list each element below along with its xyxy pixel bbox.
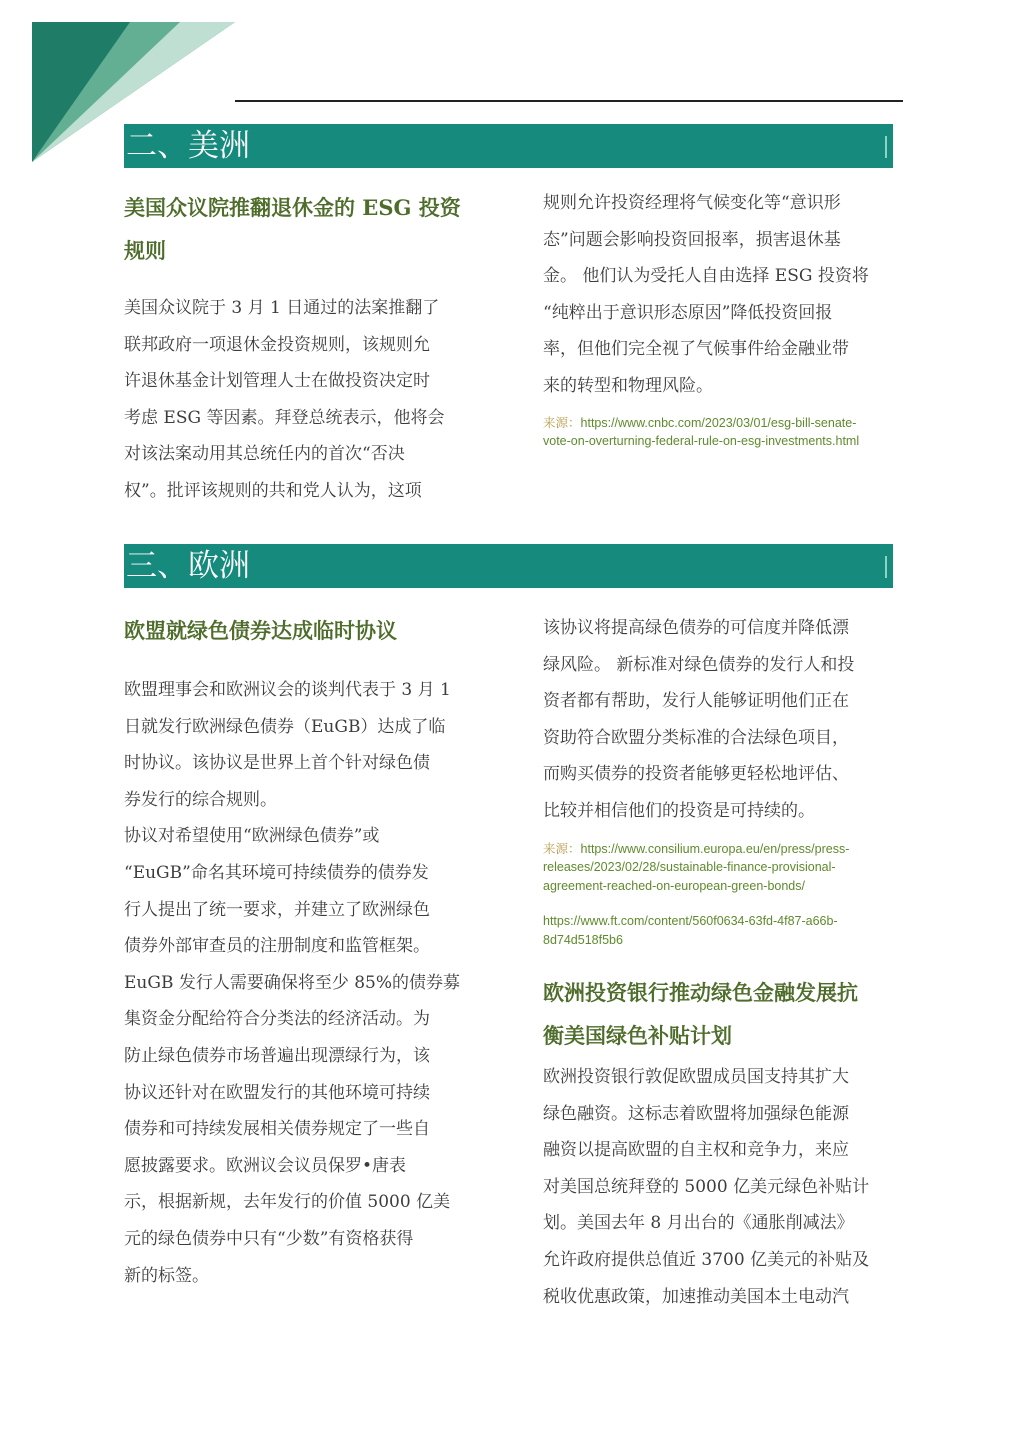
text-line: 允许政府提供总值近 3700 亿美元的补贴及 (543, 1250, 870, 1271)
section-title: 三、欧洲 (126, 548, 250, 584)
text-line: 元的绿色债券中只有“少数”有资格获得 (124, 1228, 414, 1249)
text-line: “EuGB”命名其环境可持续债券的债券发 (124, 862, 429, 883)
text-line: 来的转型和物理风险。 (543, 375, 713, 396)
text-line: EuGB 发行人需要确保将至少 85%的债券募 (124, 972, 461, 993)
text-line: 新的标签。 (124, 1265, 209, 1286)
source-link[interactable]: releases/2023/02/28/sustainable-finance-provisional- (543, 860, 836, 875)
text-line: 美国众议院于 3 月 1 日通过的法案推翻了 (124, 298, 440, 318)
europe-left-column (124, 609, 484, 1294)
heading-line: 衡美国绿色补贴计划 (543, 1023, 732, 1049)
source-link[interactable]: https://www.ft.com/content/560f0634-63fd-4f87-a66b- (543, 914, 838, 929)
source-citation-2 (543, 912, 903, 949)
article-heading (543, 971, 903, 1057)
text-line: 率，但他们完全视了气候事件给金融业带 (543, 339, 849, 360)
text-line: 资者都有帮助，发行人能够证明他们正在 (543, 691, 849, 712)
source-citation (543, 840, 903, 896)
section-title: 二、美洲 (126, 128, 250, 164)
text-line: 债券和可持续发展相关债券规定了一些自 (124, 1119, 430, 1140)
source-label: 来源： (543, 841, 581, 856)
text-line: 集资金分配给符合分类法的经济活动。为 (124, 1009, 430, 1030)
header-rule (235, 100, 903, 102)
source-link[interactable]: agreement-reached-on-european-green-bonds/ (543, 878, 805, 893)
text-line: 态”问题会影响投资回报率，损害退休基 (543, 229, 841, 250)
text-line: 愿披露要求。欧洲议会议员保罗•唐表 (124, 1155, 407, 1176)
text-line: 权”。批评该规则的共和党人认为，这项 (124, 480, 422, 501)
text-line: 券发行的综合规则。 (124, 789, 277, 810)
text-line: 绿风险。 新标准对绿色债券的发行人和投 (543, 654, 855, 675)
text-line: 协议对希望使用“欧洲绿色债券”或 (124, 826, 380, 847)
article-paragraph-continued (543, 610, 903, 830)
europe-right-column (543, 610, 903, 1315)
text-line: 而购买债券的投资者能够更轻松地评估、 (543, 764, 849, 785)
section-banner-americas (124, 124, 893, 168)
text-line: 对该法案动用其总统任内的首次“否决 (124, 444, 405, 465)
text-line: 金。 他们认为受托人自由选择 ESG 投资将 (543, 266, 869, 287)
source-link[interactable]: 8d74d518f5b6 (543, 932, 623, 947)
americas-left-column (124, 186, 484, 510)
text-line: 规则允许投资经理将气候变化等“意识形 (543, 193, 841, 213)
heading-line: 美国众议院推翻退休金的 ESG 投资 (124, 195, 461, 220)
text-line: 资助符合欧盟分类标准的合法绿色项目， (543, 727, 849, 748)
article-heading (124, 186, 484, 272)
text-line: 融资以提高欧盟的自主权和竞争力，来应 (543, 1140, 849, 1161)
banner-accent-bar (885, 556, 887, 578)
text-line: 绿色融资。这标志着欧盟将加强绿色能源 (543, 1103, 849, 1124)
text-line: 对美国总统拜登的 5000 亿美元绿色补贴计 (543, 1176, 870, 1197)
text-line: 欧盟理事会和欧洲议会的谈判代表于 3 月 1 (124, 680, 451, 700)
text-line: 欧洲投资银行敦促欧盟成员国支持其扩大 (543, 1067, 849, 1088)
text-line: “纯粹出于意识形态原因”降低投资回报 (543, 302, 833, 323)
text-line: 债券外部审查员的注册制度和监管框架。 (124, 936, 430, 957)
text-line: 防止绿色债券市场普遍出现漂绿行为，该 (124, 1045, 430, 1066)
source-link[interactable]: https://www.cnbc.com/2023/03/01/esg-bill-senate- (580, 415, 857, 430)
source-link[interactable]: https://www.consilium.europa.eu/en/press/press- (580, 841, 850, 856)
text-line: 时协议。该协议是世界上首个针对绿色债 (124, 753, 430, 774)
americas-right-column (543, 185, 903, 451)
banner-accent-bar (885, 136, 887, 158)
text-line: 协议还针对在欧盟发行的其他环境可持续 (124, 1082, 430, 1103)
article-heading: 欧盟就绿色债券达成临时协议 (124, 618, 397, 643)
text-line: 税收优惠政策，加速推动美国本土电动汽 (543, 1286, 849, 1307)
text-line: 示，根据新规，去年发行的价值 5000 亿美 (124, 1192, 451, 1213)
article-paragraph (543, 1059, 903, 1315)
heading-line: 欧洲投资银行推动绿色金融发展抗 (543, 980, 858, 1006)
article-paragraph (124, 672, 484, 1294)
text-line: 该协议将提高绿色债券的可信度并降低漂 (543, 618, 849, 638)
text-line: 考虑 ESG 等因素。拜登总统表示，他将会 (124, 407, 445, 428)
text-line: 划。美国去年 8 月出台的《通胀削减法》 (543, 1213, 854, 1234)
section-banner-europe (124, 544, 893, 588)
text-line: 日就发行欧洲绿色债券（EuGB）达成了临 (124, 716, 446, 737)
article-paragraph (124, 290, 484, 510)
source-link[interactable]: vote-on-overturning-federal-rule-on-esg-investments.html (543, 434, 860, 449)
text-line: 行人提出了统一要求，并建立了欧洲绿色 (124, 899, 430, 920)
source-label: 来源： (543, 415, 581, 430)
text-line: 许退休基金计划管理人士在做投资决定时 (124, 371, 430, 392)
article-paragraph-continued (543, 185, 903, 405)
heading-line: 规则 (124, 238, 166, 263)
text-line: 比较并相信他们的投资是可持续的。 (543, 800, 815, 821)
source-citation (543, 414, 903, 451)
text-line: 联邦政府一项退休金投资规则，该规则允 (124, 334, 430, 355)
